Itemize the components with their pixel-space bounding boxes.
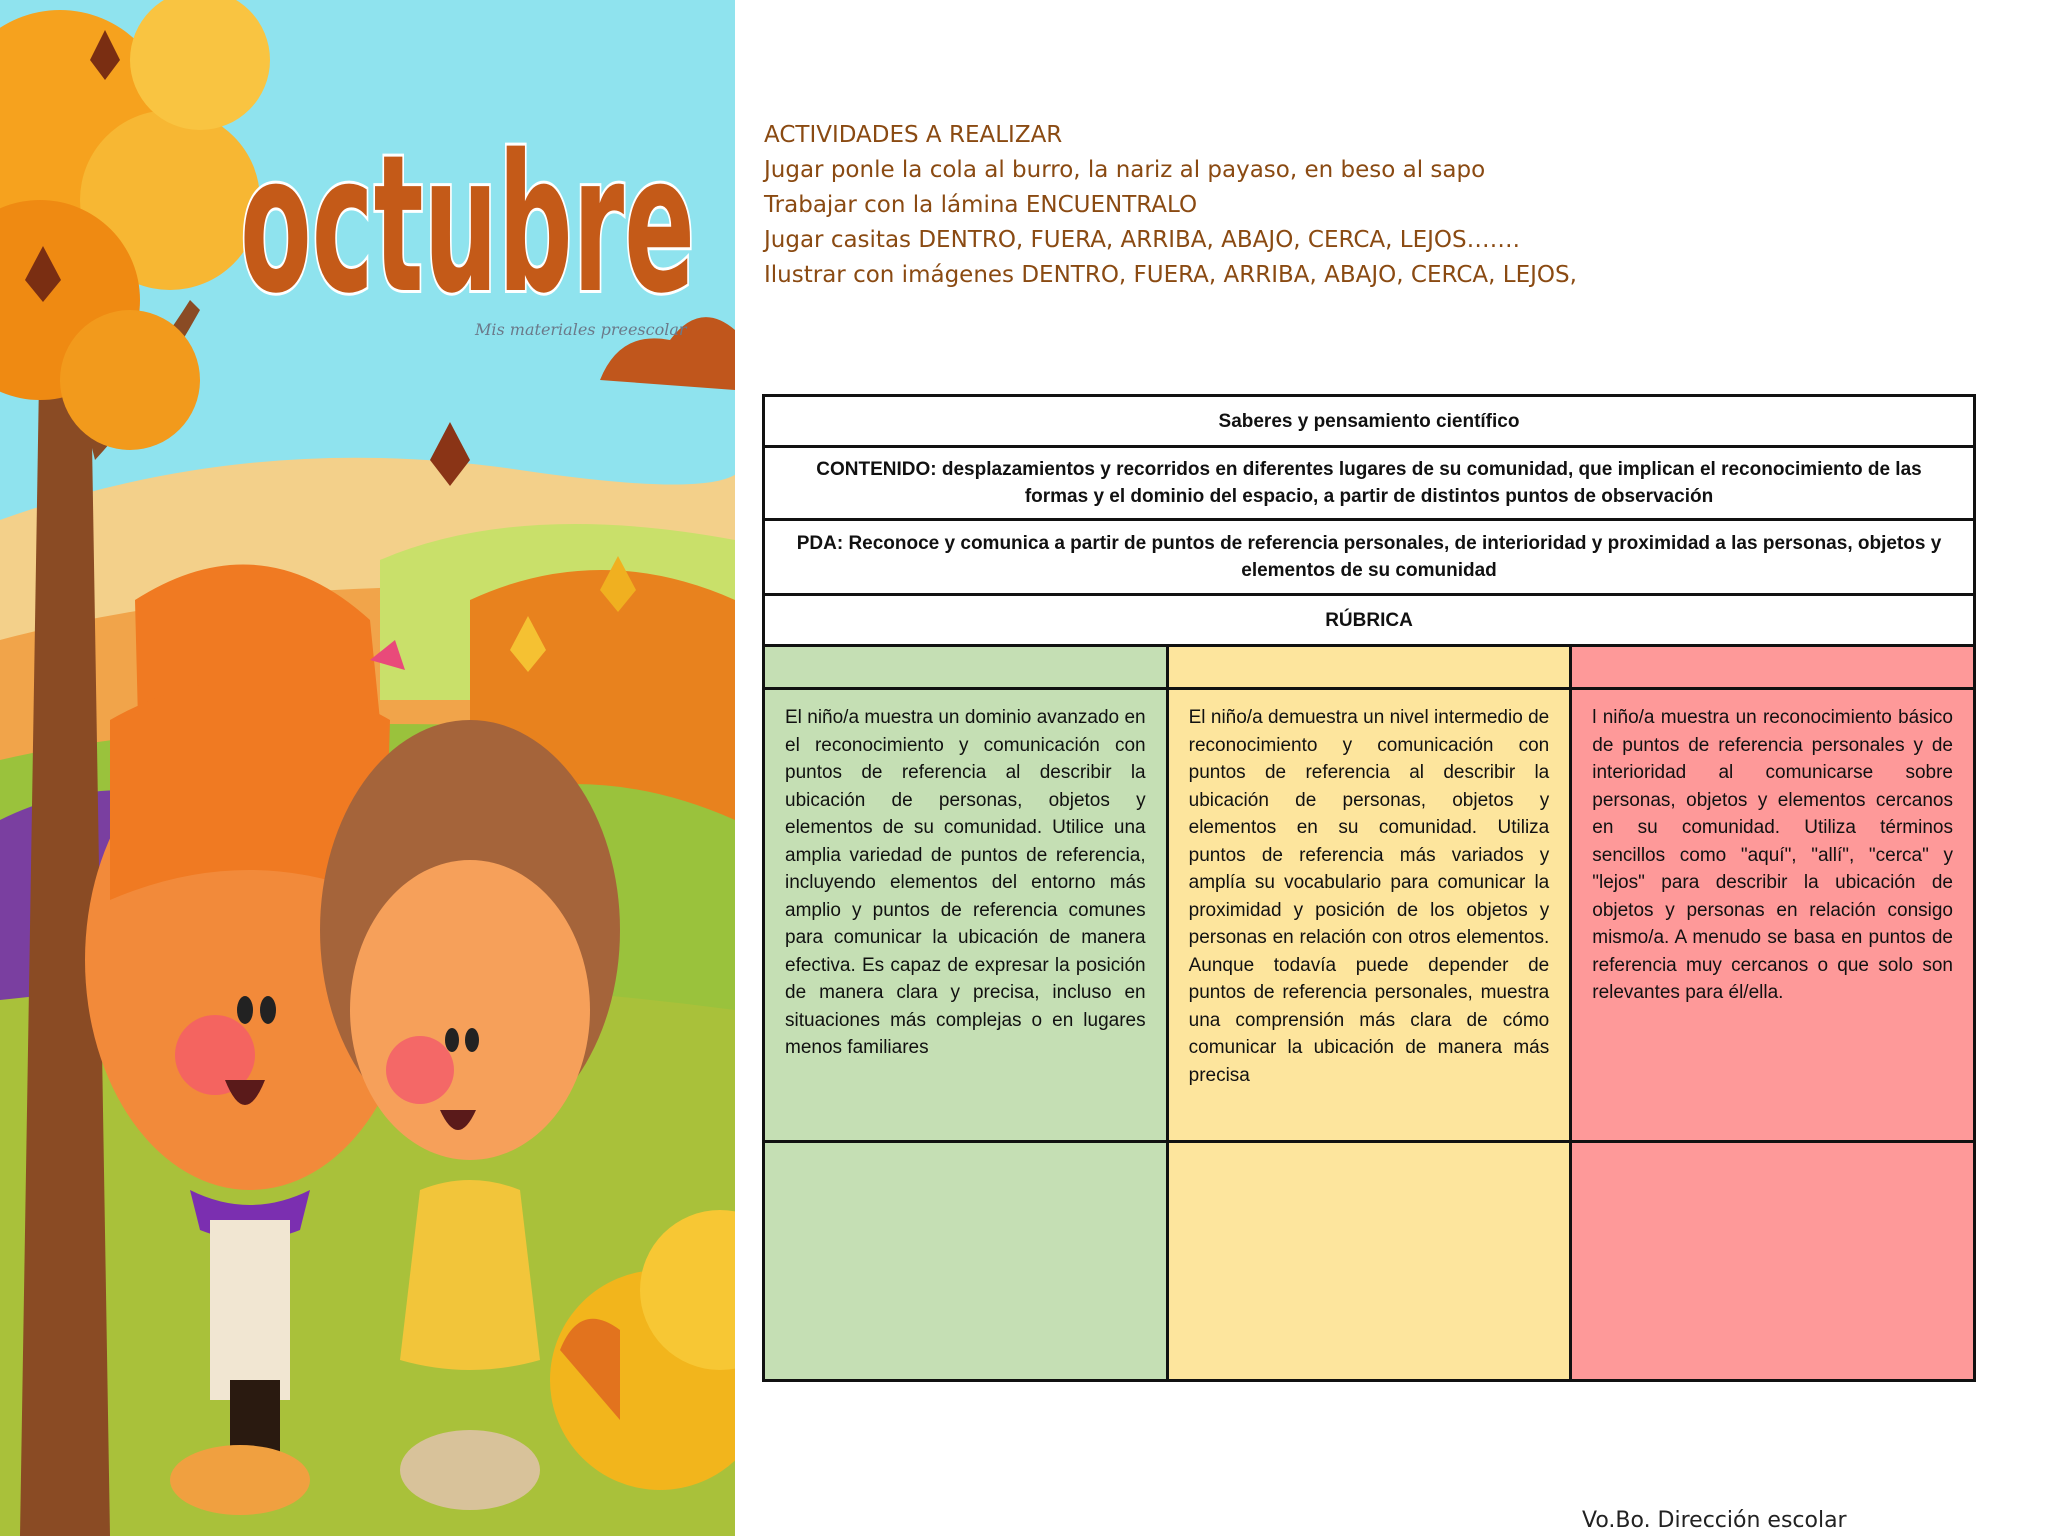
table-row	[764, 646, 1975, 689]
level-description: El niño/a muestra un dominio avanzado en el reconocimiento y comunicación con puntos de referencia al describir la ubicación de personas, objetos y elementos de su comunidad. Utilice una amplia variedad de puntos de referencia, incluyendo elementos del entorno más amplio y puntos de referencia comunes para comunicar la ubicación de manera efectiva. Es capaz de expresar la posición de manera clara y precisa, incluso en situaciones más complejas o en lugares menos familiares	[785, 707, 1146, 1058]
empty-cell-red	[1571, 1142, 1975, 1381]
activity-item: Trabajar con la lámina ENCUENTRALO	[764, 192, 1198, 218]
activity-item: Jugar casitas DENTRO, FUERA, ARRIBA, ABAJO, CERCA, LEJOS…….	[764, 227, 1520, 253]
level-cell-basic	[1571, 689, 1975, 1142]
activities-block	[764, 118, 2024, 293]
area-header: Saberes y pensamiento científico	[764, 396, 1975, 447]
table-row	[764, 595, 1975, 646]
empty-cell-green	[764, 1142, 1168, 1381]
rubrica-header: RÚBRICA	[764, 595, 1975, 646]
level-description: l niño/a muestra un reconocimiento básico de puntos de referencia personales y de interioridad al comunicarse sobre personas, objetos y elementos cercanos en su comunidad. Utiliza términos sencillos como "aquí", "allí", "cerca" y "lejos" para describir la ubicación de objetos y personas en relación consigo mismo/a. A menudo se basa en puntos de referencia muy cercanos o que solo son relevantes para él/ella.	[1592, 707, 1953, 1003]
level-cell-intermediate	[1167, 689, 1571, 1142]
activity-item: Jugar ponle la cola al burro, la nariz al payaso, en beso al sapo	[764, 157, 1486, 183]
table-row	[764, 689, 1975, 1142]
rubric-table	[762, 394, 1976, 1382]
autumn-scene-image	[0, 0, 735, 1536]
contenido-cell: CONTENIDO: desplazamientos y recorridos en diferentes lugares de su comunidad, que implican el reconocimiento de las formas y el dominio del espacio, a partir de distintos puntos de observación	[764, 447, 1975, 520]
illustration-title: octubre	[240, 114, 695, 335]
table-row	[764, 1142, 1975, 1381]
level-header-green	[764, 646, 1168, 689]
activity-item: Ilustrar con imágenes DENTRO, FUERA, ARRIBA, ABAJO, CERCA, LEJOS,	[764, 262, 1577, 288]
vobo-signature-label: Vo.Bo. Dirección escolar	[1582, 1508, 1847, 1533]
level-description: El niño/a demuestra un nivel intermedio de reconocimiento y comunicación con puntos de referencia al describir la ubicación de personas, objetos y elementos en su comunidad. Utiliza puntos de referencia más variados y amplía su vocabulario para comunicar la proximidad y posición de los objetos y personas en relación con otros elementos. Aunque todavía puede depender de puntos de referencia personales, muestra una comprensión más clara de cómo comunicar la ubicación de manera más precisa	[1188, 707, 1550, 1086]
illustration-signature: Mis materiales preescolar	[475, 320, 687, 339]
table-row	[764, 520, 1975, 595]
pda-cell: PDA: Reconoce y comunica a partir de puntos de referencia personales, de interioridad y proximidad a las personas, objetos y elementos de su comunidad	[764, 520, 1975, 595]
activities-heading: ACTIVIDADES A REALIZAR	[764, 122, 1063, 148]
level-header-yellow	[1167, 646, 1571, 689]
empty-cell-yellow	[1167, 1142, 1571, 1381]
level-cell-advanced	[764, 689, 1168, 1142]
table-row	[764, 396, 1975, 447]
level-header-red	[1571, 646, 1975, 689]
table-row	[764, 447, 1975, 520]
octubre-illustration	[0, 0, 735, 1536]
